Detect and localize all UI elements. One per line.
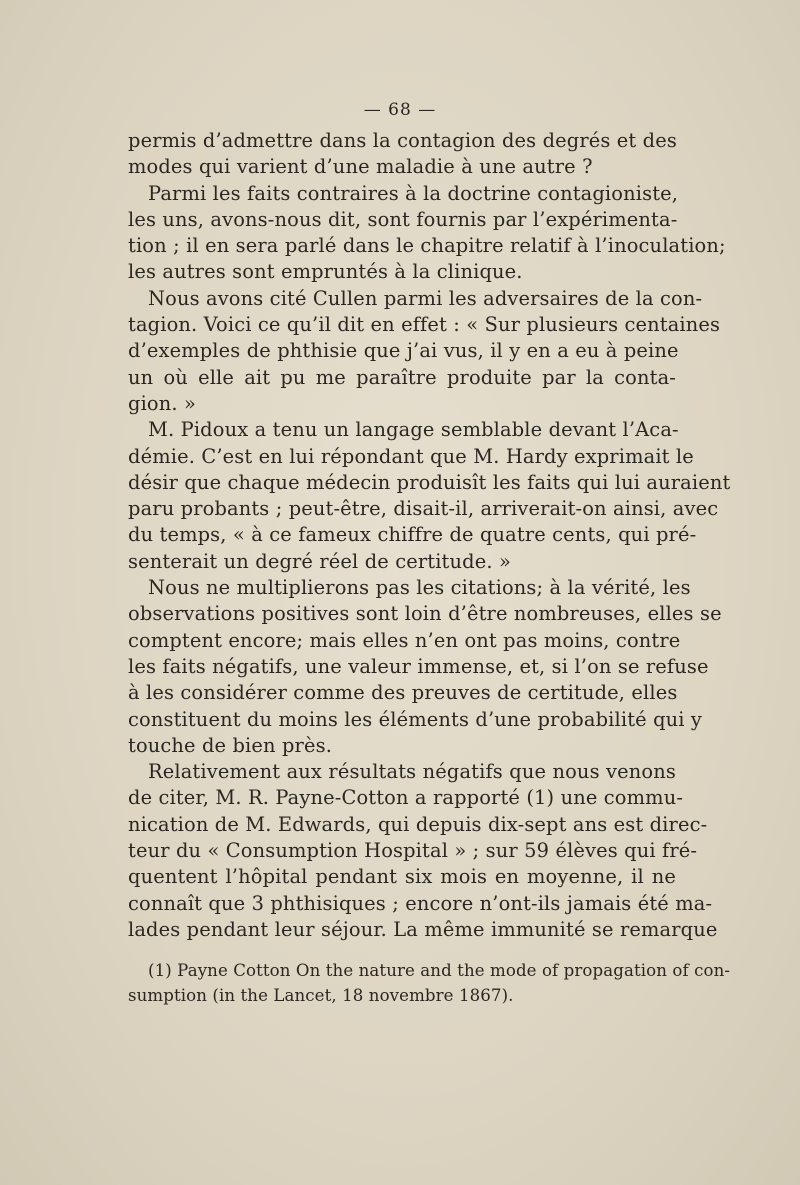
text-line: senterait un degré réel de certitude. » bbox=[128, 549, 511, 573]
text-line: du temps, « à ce fameux chiffre de quatre cents, qui pré- bbox=[128, 523, 697, 547]
text-line: comptent encore; mais elles n’en ont pas moins, contre bbox=[128, 628, 681, 652]
text-line: touche de bien près. bbox=[128, 733, 333, 757]
text-line: M. Pidoux a tenu un langage semblable devant l’Aca- bbox=[148, 418, 679, 442]
text-line: désir que chaque médecin produisît les faits qui lui auraient bbox=[128, 470, 731, 494]
text-line: de citer, M. R. Payne-Cotton a rapporté (1) une commu- bbox=[128, 786, 684, 810]
text-line: un où elle ait pu me paraître produite par la conta- bbox=[128, 365, 676, 389]
text-line: modes qui varient d’une maladie à une autre ? bbox=[128, 155, 593, 179]
page-number: — 68 — bbox=[363, 100, 437, 120]
text-line: teur du « Consumption Hospital » ; sur 59 élèves qui fré- bbox=[128, 839, 698, 863]
text-line: tagion. Voici ce qu’il dit en effet : « Sur plusieurs centaines bbox=[128, 313, 721, 337]
text-line: Relativement aux résultats négatifs que nous venons bbox=[148, 760, 676, 784]
text-line: connaît que 3 phthisiques ; encore n’ont-ils jamais été ma- bbox=[128, 891, 713, 915]
text-line: permis d’admettre dans la contagion des degrés et des bbox=[128, 129, 677, 152]
text-line: paru probants ; peut-être, disait-il, arriverait-on ainsi, avec bbox=[128, 497, 719, 521]
text-line: les faits négatifs, une valeur immense, et, si l’on se refuse bbox=[128, 654, 709, 678]
text-line: à les considérer comme des preuves de certitude, elles bbox=[128, 681, 678, 705]
text-line: nication de M. Edwards, qui depuis dix-sept ans est direc- bbox=[128, 812, 708, 836]
text-line: Nous avons cité Cullen parmi les adversaires de la con- bbox=[148, 286, 703, 310]
footnote-line: (1) Payne Cotton On the nature and the mode of propagation of con- bbox=[148, 961, 731, 980]
text-line: démie. C’est en lui répondant que M. Hardy exprimait le bbox=[128, 444, 694, 468]
text-line: les autres sont empruntés à la clinique. bbox=[128, 260, 523, 284]
footnotes bbox=[128, 958, 731, 1008]
text-line: Parmi les faits contraires à la doctrine contagioniste, bbox=[148, 181, 679, 205]
text-line: d’exemples de phthisie que j’ai vus, il y en a eu à peine bbox=[128, 339, 679, 363]
text-line: observations positives sont loin d’être nombreuses, elles se bbox=[128, 602, 722, 626]
text-line: gion. » bbox=[128, 391, 197, 415]
text-line: lades pendant leur séjour. La même immunité se remarque bbox=[128, 917, 718, 941]
text-line: Nous ne multiplierons pas les citations; à la vérité, les bbox=[148, 576, 691, 600]
footnote-line: sumption (in the Lancet, 18 novembre 1867). bbox=[128, 986, 514, 1005]
body-text bbox=[128, 128, 731, 943]
text-line: quentent l’hôpital pendant six mois en moyenne, il ne bbox=[128, 865, 676, 889]
text-line: les uns, avons-nous dit, sont fournis par l’expérimenta- bbox=[128, 207, 678, 231]
text-line: tion ; il en sera parlé dans le chapitre relatif à l’inoculation; bbox=[128, 234, 726, 258]
text-line: constituent du moins les éléments d’une probabilité qui y bbox=[128, 707, 703, 731]
